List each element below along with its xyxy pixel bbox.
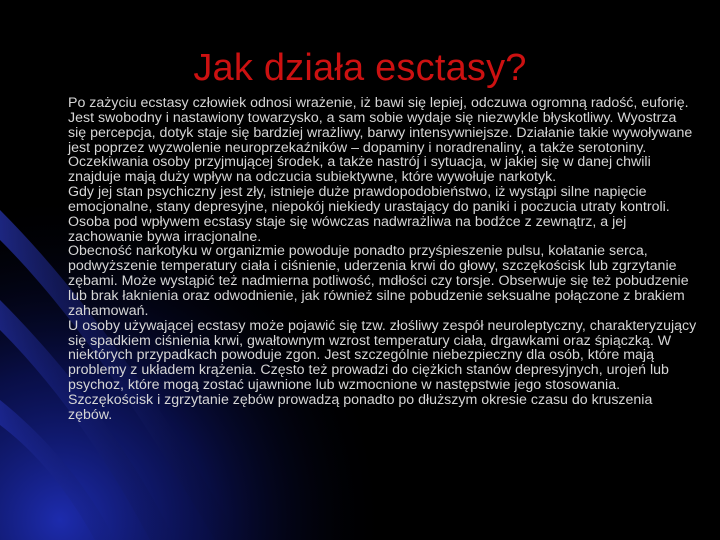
paragraph: U osoby używającej ecstasy może pojawić się tzw. złośliwy zespół neuroleptyczny, charakteryzujący się spadkiem ciśnienia krwi, gwałtownym wzrost temperatury ciała, drgawkami oraz śpiączką. W niektórych przypadkach powoduje zgon. Jest szczególnie niebezpieczny dla osób, które mają problemy z układem krążenia. Często też prowadzi do ciężkich stanów depresyjnych, urojeń lub psychoz, które mogą zostać ujawnione lub wzmocnione w następstwie jego stosowania. Szczękościsk i zgrzytanie zębów prowadzą ponadto po dłuższym okresie czasu do kruszenia zębów. xyxy=(68,317,697,423)
paragraph: Obecność narkotyku w organizmie powoduje ponadto przyśpieszenie pulsu, kołatanie serca, podwyższenie temperatury ciała i ciśnienie, uderzenia krwi do głowy, szczękościsk lub zgrzytanie zębami. Może wystąpić też nadmierna potliwość, mdłości czy torsje. Obserwuje się też pobudzenie lub brak łaknienia oraz odwodnienie, jak również silne pobudzenie seksualne połączone z brakiem zahamowań. xyxy=(68,243,689,319)
paragraph: Po zażyciu ecstasy człowiek odnosi wrażenie, iż bawi się lepiej, odczuwa ogromną radość, euforię. Jest swobodny i nastawiony towarzysko, a sam sobie wydaje się niezwykle błyskotliwy. Wyostrza się percepcja, dotyk staje się bardziej wrażliwy, barwy intensywniejsze. Działanie takie wywoływane jest poprzez wyzwolenie neuroprzekaźników – dopaminy i noradrenaliny, a także serotoniny. xyxy=(68,95,693,156)
slide-body xyxy=(68,96,698,423)
slide-title: Jak działa esctasy? xyxy=(193,47,527,89)
paragraph: Oczekiwania osoby przyjmującej środek, a także nastrój i sytuacja, w jakiej się w danej chwili znajduje mają duży wpływ na odczucia subiektywne, które wywołuje narkotyk. xyxy=(68,154,651,186)
paragraph: Gdy jej stan psychiczny jest zły, istnieje duże prawdopodobieństwo, iż wystąpi silne napięcie emocjonalne, stany depresyjne, niepokój niekiedy urastający do paniki i poczucia utraty kontroli. Osoba pod wpływem ecstasy staje się wówczas nadwrażliwa na bodźce z zewnątrz, a jej zachowanie bywa irracjonalne. xyxy=(68,184,670,245)
